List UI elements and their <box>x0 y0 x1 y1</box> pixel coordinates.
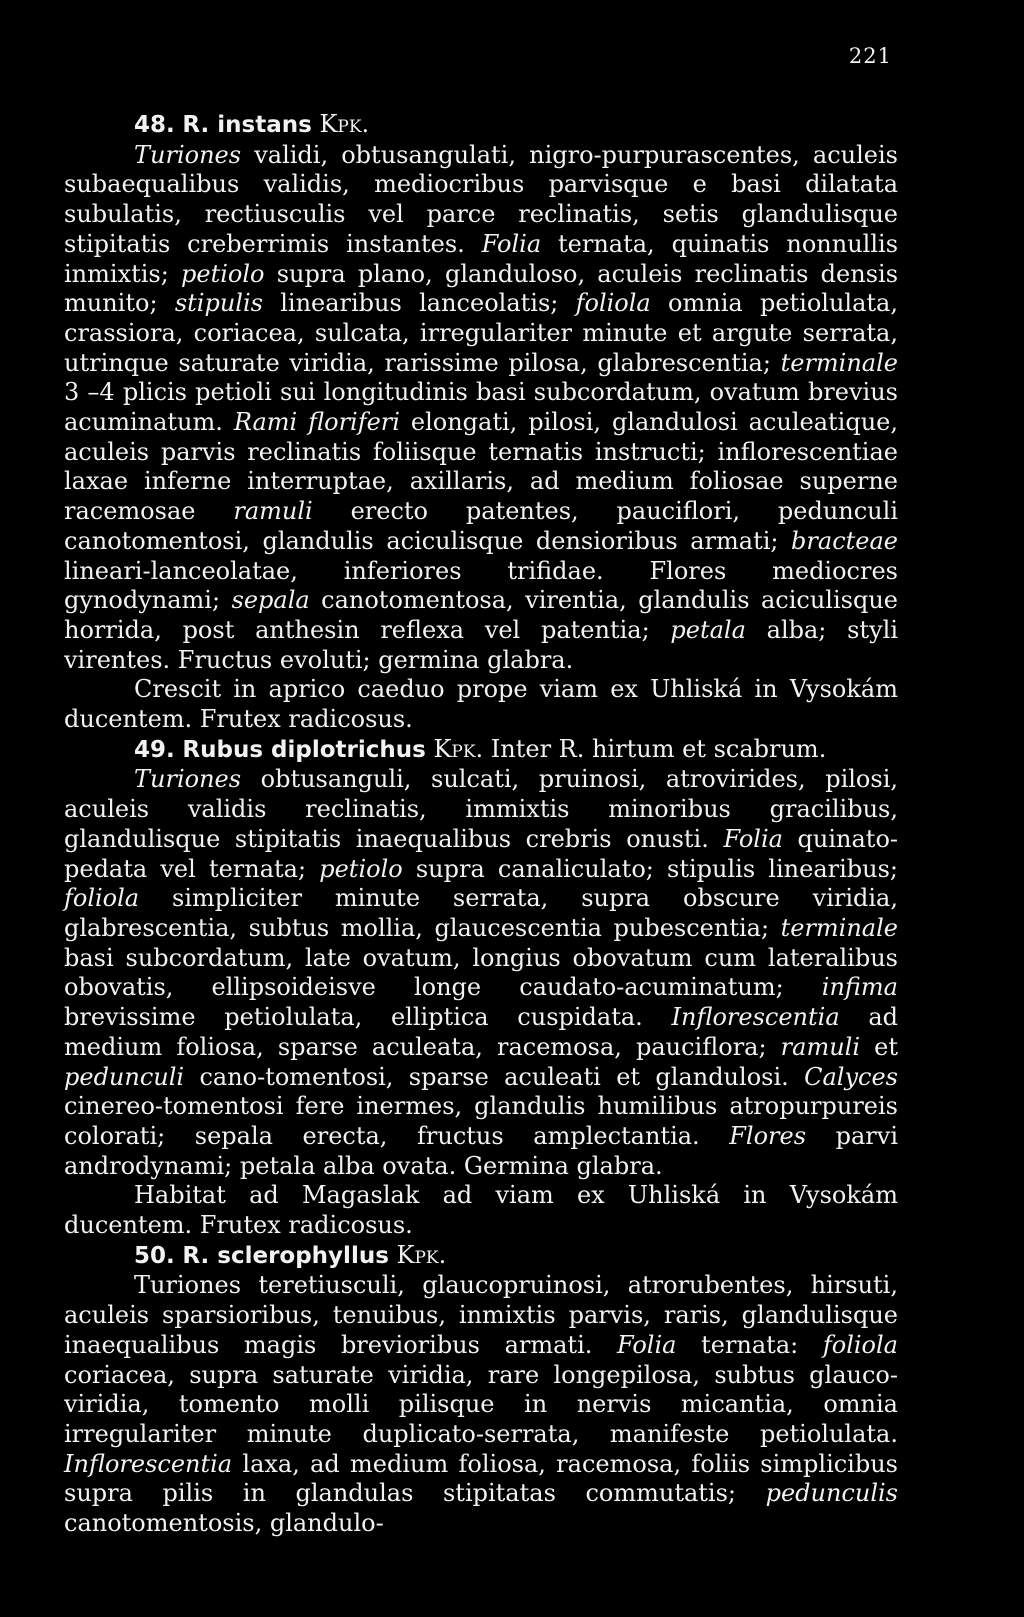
italic-term: Folia <box>617 1330 677 1359</box>
text-run: brevissime petiolulata, elliptica cuspidata. <box>64 1003 672 1032</box>
text-run: supra canaliculato; stipulis linearibus; <box>402 854 898 883</box>
italic-term: Rami floriferi <box>233 408 400 437</box>
species-number: 50. <box>134 1242 175 1269</box>
text-run: alba; styli virentes. Fructus evoluti; germina glabra. <box>64 615 898 674</box>
italic-term: ramuli <box>233 497 313 526</box>
italic-term: pedunculi <box>64 1062 185 1091</box>
italic-term: Turiones <box>134 140 242 169</box>
italic-term: petiolo <box>319 854 403 883</box>
italic-term: Calyces <box>804 1062 898 1091</box>
text-run: cano-tomentosi, sparse aculeati et glandulosi. <box>184 1062 805 1091</box>
text-run: supra plano, glanduloso, aculeis reclinatis densis munito; <box>64 259 899 318</box>
italic-term: petiolo <box>181 259 265 288</box>
italic-term: sepala <box>231 586 310 615</box>
text-run: ternata: <box>676 1330 823 1359</box>
italic-term: stipulis <box>174 289 263 318</box>
species-48-heading <box>64 110 898 141</box>
text-run: et <box>860 1032 898 1061</box>
text-run: basi subcordatum, late ovatum, longius obovatum cum lateralibus obovatis, ellipsoideisve longe caudato-acuminatum; <box>64 943 898 1002</box>
species-50-heading <box>64 1241 898 1272</box>
page-number: 221 <box>848 44 892 68</box>
species-48-habitat: Crescit in aprico caeduo prope viam ex Uhliská in Vysokám ducentem. Frutex radicosus. <box>64 675 898 734</box>
body-text <box>64 110 898 1539</box>
species-affinity: Inter R. hirtum et scabrum. <box>483 734 827 763</box>
species-author: Kpk. <box>319 110 370 138</box>
species-author: Kpk. <box>433 734 484 763</box>
italic-term: foliola <box>575 289 651 318</box>
text-run: omnia petiolulata, crassiora, coriacea, sulcata, irregulariter minute et argute serrata, utrinque saturate viridia, rarissime pilosa, glabrescentia; <box>64 289 898 377</box>
text-run: cinereo-tomentosi fere inermes, glandulis humilibus atropurpureis colorati; sepala erecta, fructus amplectantia. <box>64 1092 898 1150</box>
species-49-description <box>64 765 898 1181</box>
italic-term: foliola <box>822 1330 898 1359</box>
species-49-habitat: Habitat ad Magaslak ad viam ex Uhliská in Vysokám ducentem. Frutex radicosus. <box>64 1181 898 1240</box>
species-number: 48. <box>134 112 175 138</box>
italic-term: infima <box>821 973 898 1002</box>
italic-term: Folia <box>723 824 783 853</box>
species-49-heading <box>64 735 898 766</box>
italic-term: pedunculis <box>765 1479 898 1508</box>
text-run: linearibus lanceolatis; <box>262 289 576 318</box>
text-run: laxa, ad medium foliosa, racemosa, foliis simplicibus supra pilis in glandulas stipitatas commutatis; <box>64 1449 898 1508</box>
italic-term: Folia <box>481 229 542 258</box>
species-name: R. sclerophyllus <box>182 1242 389 1269</box>
italic-term: Inflorescentia <box>64 1449 233 1478</box>
text-run: canotomentosa, virentia, glandulis aciculisque horrida, post anthesin reflexa vel patentia; <box>64 586 898 644</box>
text-run: canotomentosis, glandulo- <box>64 1509 384 1538</box>
text-run: obtusanguli, sulcati, pruinosi, atrovirides, pilosi, aculeis validis reclinatis, immixtis minoribus gracilibus, glandulisque stipitatis inaequalibus crebris onusti. <box>64 765 898 853</box>
species-author: Kpk. <box>396 1240 447 1269</box>
species-number: 49. <box>134 736 175 763</box>
text-run: coriacea, supra saturate viridia, rare longepilosa, subtus glauco-viridia, tomento molli pilisque in nervis micantia, omnia irregulariter minute duplicato-serrata, manifeste petiolulata. <box>64 1360 898 1448</box>
text-run: parvi androdynami; petala alba ovata. Germina glabra. <box>64 1121 899 1180</box>
italic-term: terminale <box>780 913 898 942</box>
italic-term: foliola <box>64 884 140 913</box>
text-run: erecto patentes, pauciflori, pedunculi canotomentosi, glandulis aciculisque densioribus armati; <box>64 497 898 555</box>
text-run: elongati, pilosi, glandulosi aculeatique, aculeis parvis reclinatis foliisque ternatis instructi; inflorescentiae laxae inferne interruptae, axillaris, ad medium foliosae superne racemosae <box>64 408 898 526</box>
text-run: Turiones teretiusculi, glaucopruinosi, atrorubentes, hirsuti, aculeis sparsioribus, tenuibus, inmixtis parvis, raris, glandulisque inaequalibus magis brevioribus armati. <box>64 1271 898 1359</box>
text-run: ternata, quinatis nonnullis inmixtis; <box>64 229 899 288</box>
italic-term: Turiones <box>134 765 242 794</box>
species-50-description <box>64 1271 898 1538</box>
italic-term: Flores <box>729 1121 807 1150</box>
italic-term: terminale <box>780 348 898 377</box>
text-run: lineari-lanceolatae, inferiores trifidae. Flores mediocres gynodynami; <box>64 556 898 615</box>
species-name: Rubus diplotrichus <box>182 736 426 763</box>
text-run: validi, obtusangulati, nigro-purpurascentes, aculeis subaequalibus validis, mediocribus parvisque e basi dilatata subulatis, rectiusculis vel parce reclinatis, setis glandulisque stipitatis creberrimis instantes. <box>64 140 898 258</box>
species-48-description <box>64 141 898 676</box>
text-run: quinato-pedata vel ternata; <box>64 824 899 883</box>
italic-term: petala <box>670 615 746 644</box>
italic-term: ramuli <box>780 1032 861 1061</box>
italic-term: Inflorescentia <box>671 1003 840 1032</box>
text-run: simpliciter minute serrata, supra obscure viridia, glabrescentia, subtus mollia, glaucescentia pubescentia; <box>64 884 898 942</box>
text-run: ad medium foliosa, sparse aculeata, racemosa, pauciflora; <box>64 1003 899 1061</box>
italic-term: bracteae <box>791 526 898 555</box>
species-name: R. instans <box>182 112 312 138</box>
text-run: 3 –4 plicis petioli sui longitudinis basi subcordatum, ovatum brevius acuminatum. <box>64 378 898 437</box>
